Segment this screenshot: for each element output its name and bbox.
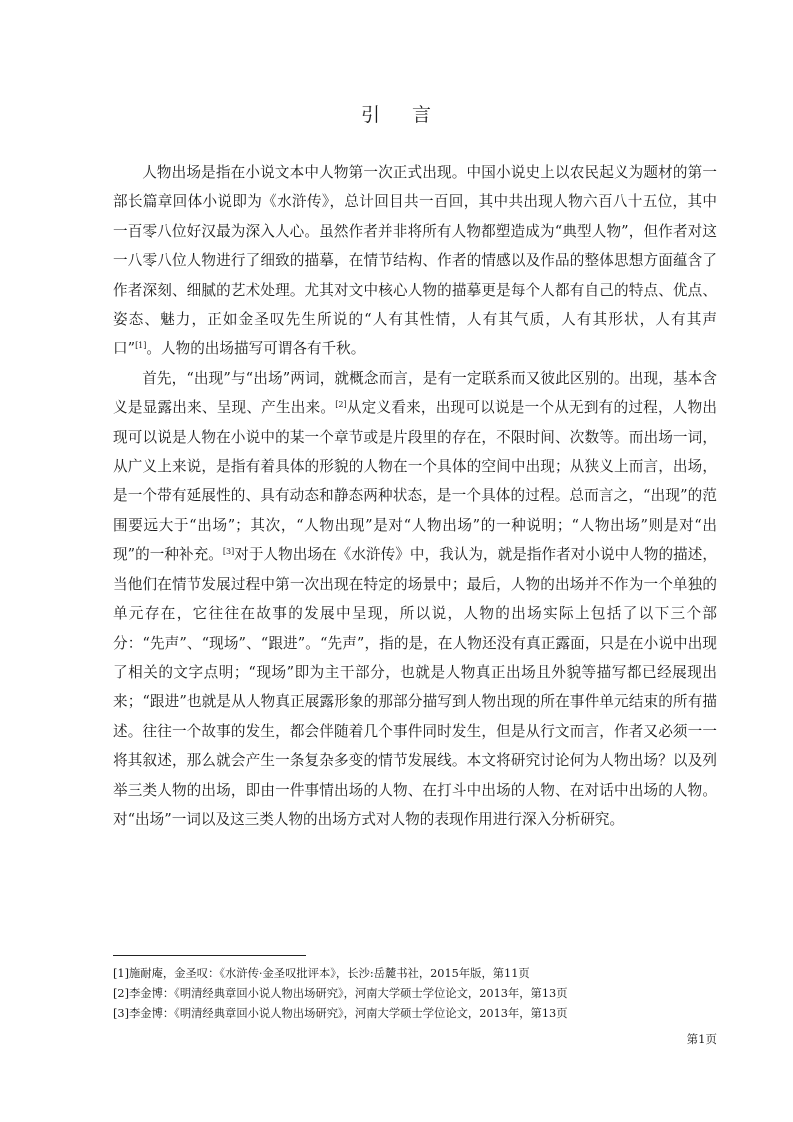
footnote-2: [2]李金博：《明清经典章回小说人物出场研究》，河南大学硕士学位论文，2013年，第13页: [113, 987, 568, 1000]
footnote-1: [1]施耐庵，金圣叹：《水浒传·金圣叹批评本》，长沙:岳麓书社，2015年版，第11页: [113, 967, 530, 980]
title-char-1: 引: [360, 104, 381, 126]
footnote-ref-3[interactable]: [3]: [222, 547, 235, 557]
paragraph-1-text-b: 。人物的出场描写可谓各有千秋。: [146, 340, 366, 358]
page-number: 第1页: [686, 1032, 717, 1046]
body-text: [113, 158, 717, 834]
footnote-3: [3]李金博：《明清经典章回小说人物出场研究》，河南大学硕士学位论文，2013年，第13页: [113, 1007, 568, 1020]
paragraph-2-text-c: 对于人物出场在《水浒传》中，我认为，就是指作者对小说中人物的描述，当他们在情节发展过程中第一次出现在特定的场景中；最后，人物的出场并不作为一个单独的单元存在，它往往在故事的发展中呈现，所以说，人物的出场实际上包括了以下三个部分：“先声”、“现场”、“跟进”。“先声”，指的是，在人物还没有真正露面，只是在小说中出现了相关的文字点明；“现场”即为主干部分，也就是人物真正出场且外貌等描写都已经展现出来；“跟进”也就是从人物真正展露形象的那部分描写到人物出现的所在事件单元结束的所有描述。往往一个故事的发生，都会伴随着几个事件同时发生，但是从行文而言，作者又必须一一将其叙述，那么就会产生一条复杂多变的情节发展线。本文将研究讨论何为人物出场？以及列举三类人物的出场，即由一件事情出场的人物、在打斗中出场的人物、在对话中出场的人物。对“出场”一词以及这三类人物的出场方式对人物的表现作用进行深入分析研究。: [113, 546, 717, 828]
paragraph-1-text-a: 人物出场是指在小说文本中人物第一次正式出现。中国小说史上以农民起义为题材的第一部长篇章回体小说即为《水浒传》，总计回目共一百回，其中共出现人物六百八十五位，其中一百零八位好汉最为深入人心。虽然作者并非将所有人物都塑造成为“典型人物”，但作者对这一八零八位人物进行了细致的描摹，在情节结构、作者的情感以及作品的整体思想方面蕴含了作者深刻、细腻的艺术处理。尤其对文中核心人物的描摹更是每个人都有自己的特点、优点、姿态、魅力，正如金圣叹先生所说的“人有其性情，人有其气质，人有其形状，人有其声口”: [113, 164, 717, 358]
paragraph-2-text-a: 首先，“出现”与“出场”两词，就概念而言，是有一定联系而又彼此区别的。出现，基本含义是显露出来、呈现、产生出来。: [113, 369, 717, 417]
paragraph-2-text-b: 从定义看来，出现可以说是一个从无到有的过程，人物出现可以说是人物在小说中的某一个章节或是片段里的存在，不限时间、次数等。而出场一词，从广义上来说，是指有着具体的形貌的人物在一个具体的空间中出现；从狭义上而言，出场，是一个带有延展性的、具有动态和静态两种状态，是一个具体的过程。总而言之，“出现”的范围要远大于“出场”；其次，“人物出现”是对“人物出场”的一种说明；“人物出场”则是对“出现”的一种补充。: [113, 399, 717, 564]
footnote-ref-1[interactable]: [1]: [135, 341, 147, 351]
title-char-2: 言: [412, 104, 433, 126]
footnote-ref-2[interactable]: [2]: [335, 400, 347, 410]
footnote-divider: [113, 955, 306, 956]
paragraph-1: [113, 158, 717, 364]
paragraph-2: [113, 364, 717, 835]
page-title: [0, 100, 793, 127]
